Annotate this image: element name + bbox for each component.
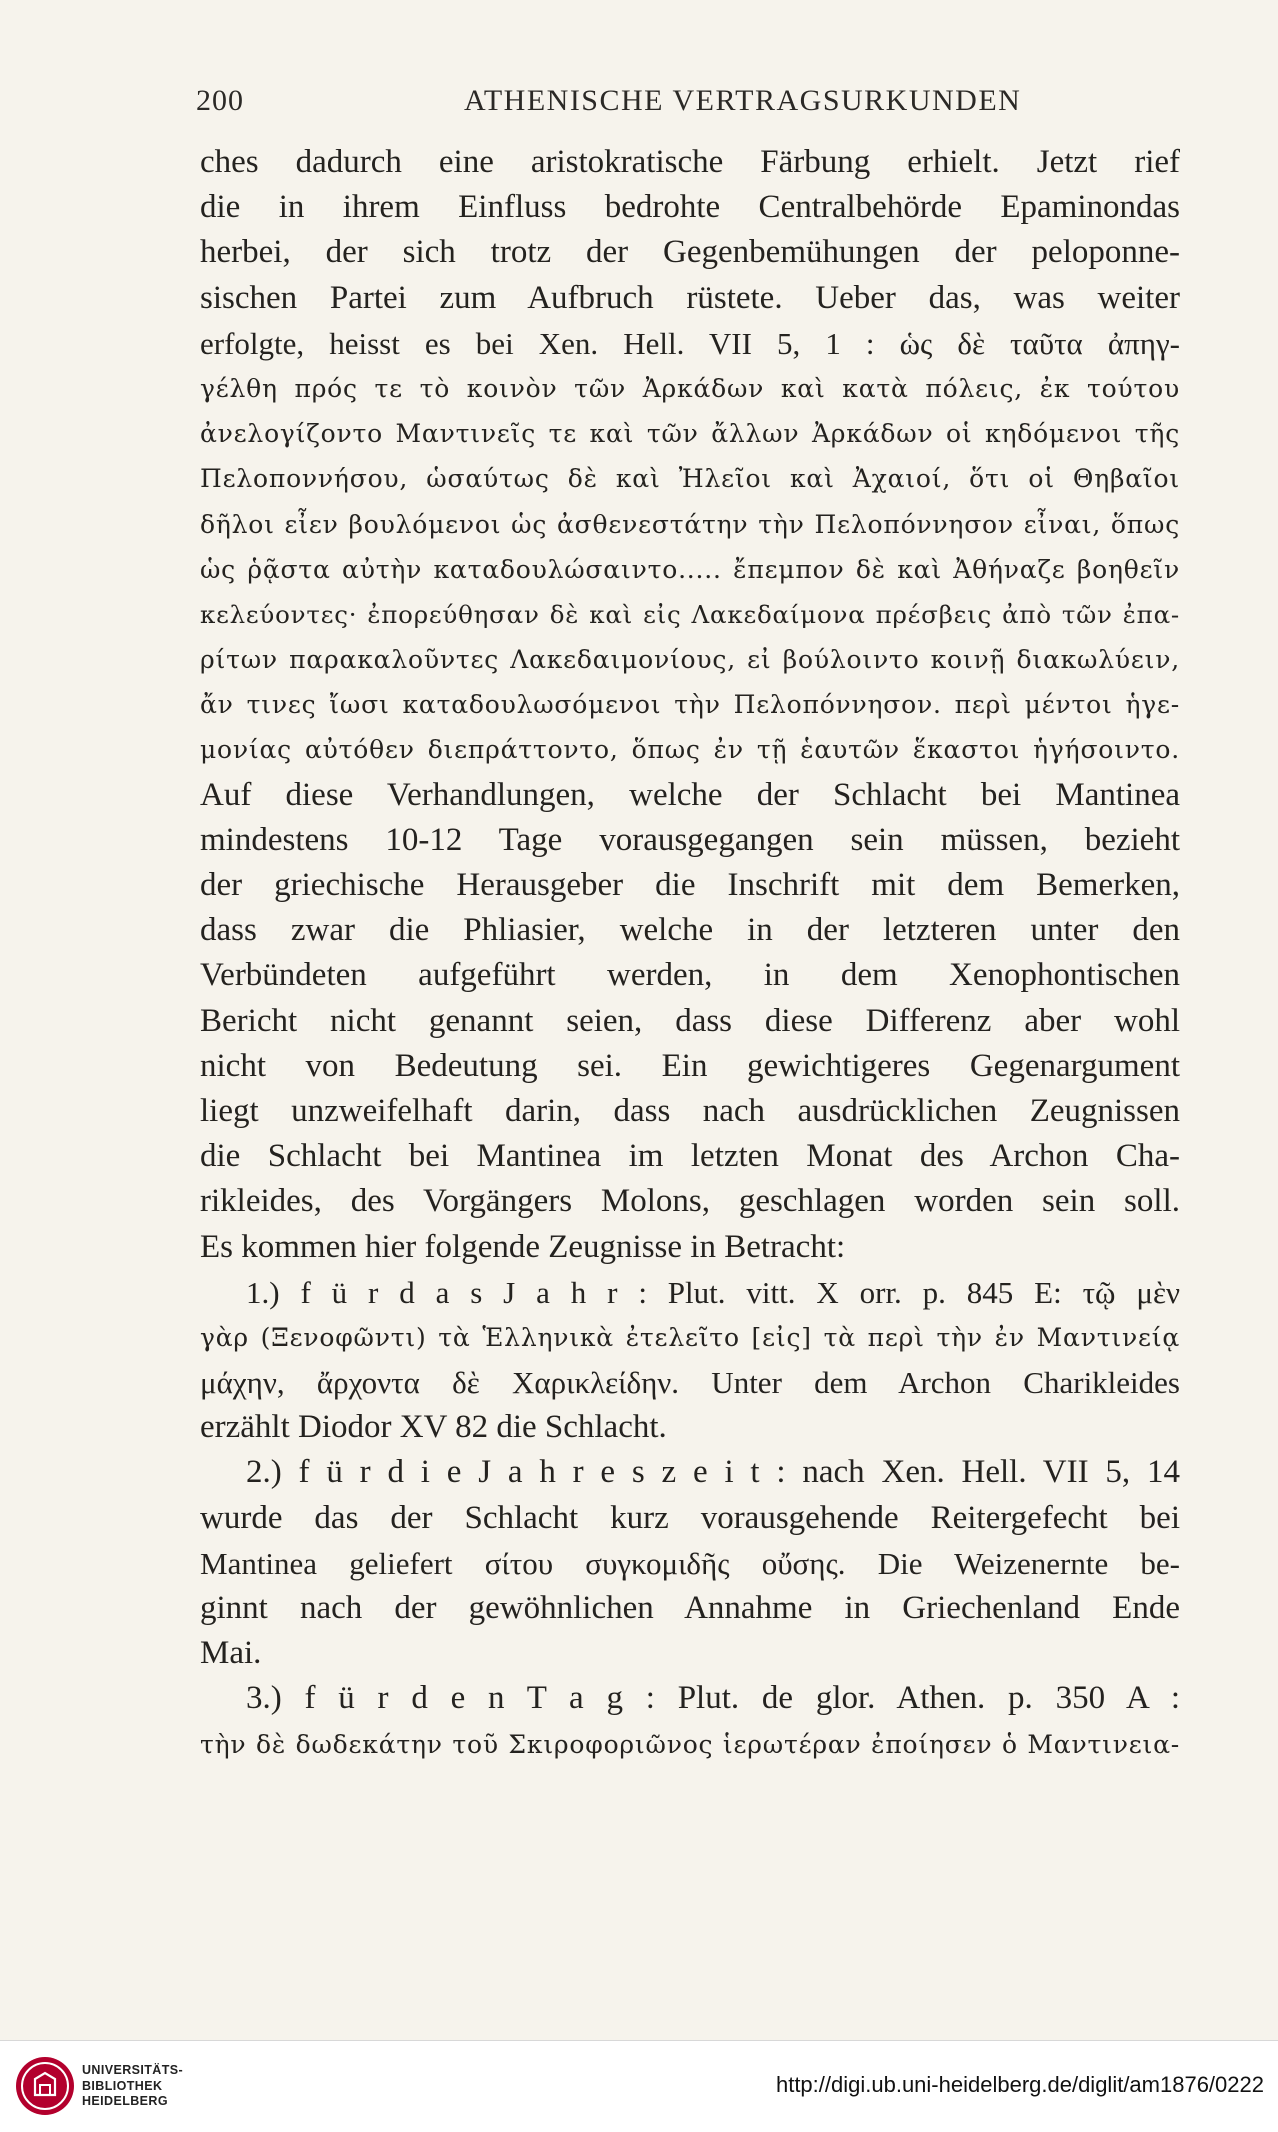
text-line: erzählt Diodor XV 82 die Schlacht. bbox=[200, 1409, 667, 1446]
text-line: ginnt nach der gewöhnlichen Annahme in Griechenland Ende bbox=[200, 1590, 1180, 1626]
text-line: nicht von Bedeutung sei. Ein gewichtigeres Gegenargument bbox=[200, 1047, 1180, 1084]
page-header bbox=[196, 84, 1186, 134]
text-line: Mantinea geliefert σίτου συγκομιδῆς οὔσης. Die Weizenernte be- bbox=[200, 1545, 1180, 1581]
text-line: τὴν δὲ δωδεκάτην τοῦ Σκιροφοριῶνος ἱερωτέραν ἐποίησεν ὁ Μαντινεια- bbox=[200, 1729, 1180, 1759]
library-footer bbox=[0, 2040, 1278, 2132]
text-line: Verbündeten aufgeführt werden, in dem Xenophontischen bbox=[200, 957, 1180, 994]
text-line: 1.) f ü r d a s J a h r : Plut. vitt. X orr. p. 845 E: τῷ μὲν bbox=[246, 1274, 1180, 1310]
text-line: herbei, der sich trotz der Gegenbemühungen der peloponne- bbox=[200, 234, 1180, 271]
text-line: 3.) f ü r d e n T a g : Plut. de glor. Athen. p. 350 A : bbox=[246, 1680, 1180, 1717]
institution-line: HEIDELBERG bbox=[82, 2094, 168, 2108]
text-line: rikleides, des Vorgängers Molons, geschlagen worden sein soll. bbox=[200, 1183, 1180, 1220]
institution-line: UNIVERSITÄTS- bbox=[82, 2063, 184, 2077]
text-line: μάχην, ἄρχοντα δὲ Χαρικλείδην. Unter dem Archon Charikleides bbox=[200, 1365, 1180, 1401]
body-text bbox=[200, 140, 1180, 1767]
university-seal-icon[interactable] bbox=[14, 2055, 76, 2117]
text-line: Auf diese Verhandlungen, welche der Schlacht bei Mantinea bbox=[200, 776, 1180, 813]
text-line: Πελοποννήσου, ὡσαύτως δὲ καὶ Ἠλεῖοι καὶ Ἀχαιοί, ὅτι οἱ Θηβαῖοι bbox=[200, 464, 1180, 494]
text-line: Mai. bbox=[200, 1635, 262, 1672]
text-line: Bericht nicht genannt seien, dass diese Differenz aber wohl bbox=[200, 1002, 1180, 1039]
text-line: dass zwar die Phliasier, welche in der letzteren unter den bbox=[200, 912, 1180, 949]
text-line: Es kommen hier folgende Zeugnisse in Betracht: bbox=[200, 1228, 846, 1265]
text-line: ρίτων παρακαλοῦντες Λακεδαιμονίους, εἰ βούλοιντο κοινῇ διακωλύειν, bbox=[200, 645, 1180, 675]
text-line: δῆλοι εἶεν βουλόμενοι ὡς ἀσθενεστάτην τὴν Πελοπόννησον εἶναι, ὅπως bbox=[200, 509, 1180, 539]
page-number: 200 bbox=[196, 84, 244, 117]
text-line: die in ihrem Einfluss bedrohte Centralbehörde Epaminondas bbox=[200, 189, 1180, 226]
text-line: ἀνελογίζοντο Μαντινεῖς τε καὶ τῶν ἄλλων Ἀρκάδων οἱ κηδόμενοι τῆς bbox=[200, 419, 1180, 449]
text-line: sischen Partei zum Aufbruch rüstete. Ueber das, was weiter bbox=[200, 279, 1180, 316]
text-line: ὡς ῥᾷστα αὐτὴν καταδουλώσαιντο..... ἔπεμπον δὲ καὶ Ἀθήναζε βοηθεῖν bbox=[200, 554, 1180, 584]
text-line: die Schlacht bei Mantinea im letzten Monat des Archon Cha- bbox=[200, 1138, 1180, 1175]
text-line: wurde das der Schlacht kurz vorausgehende Reitergefecht bei bbox=[200, 1499, 1180, 1536]
text-line: ches dadurch eine aristokratische Färbung erhielt. Jetzt rief bbox=[200, 144, 1180, 180]
text-line: μονίας αὐτόθεν διεπράττοντο, ὅπως ἐν τῇ ἑαυτῶν ἕκαστοι ἡγήσοιντο. bbox=[200, 735, 1180, 765]
text-line: mindestens 10-12 Tage vorausgegangen sein müssen, bezieht bbox=[200, 821, 1180, 858]
text-line: der griechische Herausgeber die Inschrift mit dem Bemerken, bbox=[200, 867, 1180, 903]
text-line: γέλθη πρός τε τὸ κοινὸν τῶν Ἀρκάδων καὶ κατὰ πόλεις, ἐκ τούτου bbox=[200, 373, 1180, 403]
institution-name bbox=[82, 2063, 183, 2110]
text-line: γὰρ (Ξενοφῶντι) τὰ Ἑλληνικὰ ἐτελεῖτο [εἰς] τὰ περὶ τὴν ἐν Μαντινείᾳ bbox=[200, 1322, 1180, 1352]
text-line: ἄν τινες ἴωσι καταδουλωσόμενοι τὴν Πελοπόννησον. περὶ μέντοι ἡγε- bbox=[200, 690, 1180, 720]
text-line: 2.) f ü r d i e J a h r e s z e i t : nach Xen. Hell. VII 5, 14 bbox=[246, 1454, 1180, 1491]
source-url-link[interactable]: http://digi.ub.uni-heidelberg.de/diglit/am1876/0222 bbox=[775, 2072, 1264, 2097]
text-line: liegt unzweifelhaft darin, dass nach ausdrücklichen Zeugnissen bbox=[200, 1092, 1180, 1129]
institution-line: BIBLIOTHEK bbox=[82, 2078, 163, 2093]
running-title: ATHENISCHE VERTRAGSURKUNDEN bbox=[464, 84, 1022, 117]
text-line: κελεύοντες· ἐπορεύθησαν δὲ καὶ εἰς Λακεδαίμονα πρέσβεις ἀπὸ τῶν ἐπα- bbox=[200, 599, 1180, 629]
text-line: erfolgte, heisst es bei Xen. Hell. VII 5, 1 : ὡς δὲ ταῦτα ἀπηγ- bbox=[200, 325, 1180, 361]
